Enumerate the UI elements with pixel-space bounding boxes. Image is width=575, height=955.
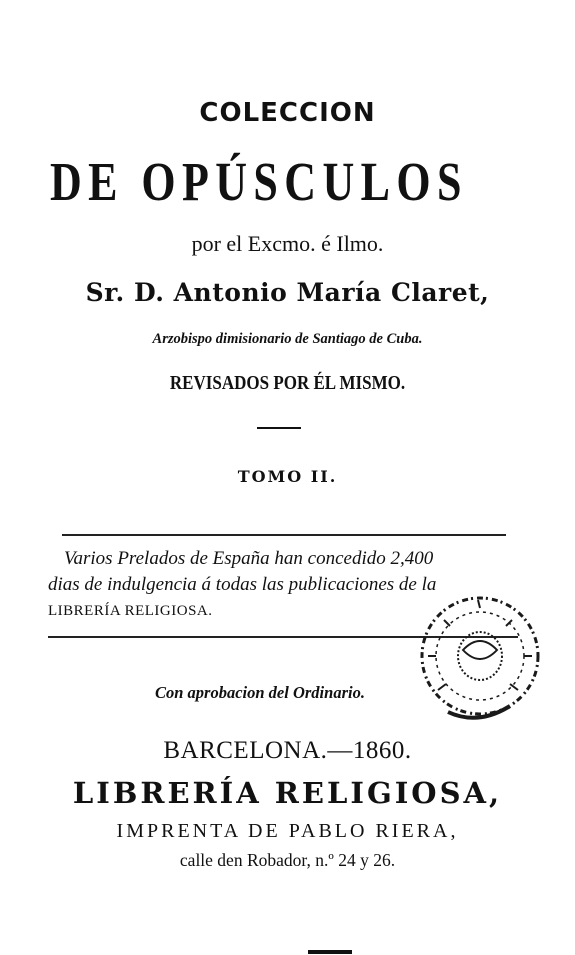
volume-label: TOMO II.: [237, 467, 338, 486]
main-title: DE OPÚSCULOS: [50, 151, 468, 212]
revision-note: REVISADOS POR ÉL MISMO.: [169, 372, 406, 394]
author-intro: por el Excmo. é Ilmo.: [191, 231, 384, 256]
city-year: BARCELONA.—1860.: [163, 737, 412, 764]
approval-line: Con aprobacion del Ordinario.: [155, 683, 365, 702]
notice-line-3: LIBRERÍA RELIGIOSA.: [48, 603, 213, 619]
publisher-name: LIBRERÍA RELIGIOSA,: [72, 776, 503, 810]
collection-title: COLECCION: [199, 98, 376, 128]
library-stamp: [408, 590, 548, 725]
bottom-mark: [308, 950, 352, 954]
printer-name: IMPRENTA DE PABLO RIERA,: [116, 820, 459, 842]
author-role: Arzobispo dimisionario de Santiago de Cuba.: [152, 331, 423, 347]
short-divider: [257, 427, 301, 429]
notice-line-1: Varios Prelados de España han concedido 2,400: [64, 548, 434, 569]
author-name: Sr. D. Antonio María Claret,: [85, 278, 490, 307]
printer-address: calle den Robador, n.º 24 y 26.: [179, 850, 396, 870]
notice-top-rule: [62, 534, 506, 536]
notice-line-2: dias de indulgencia á todas las publicaciones de la: [48, 574, 437, 595]
